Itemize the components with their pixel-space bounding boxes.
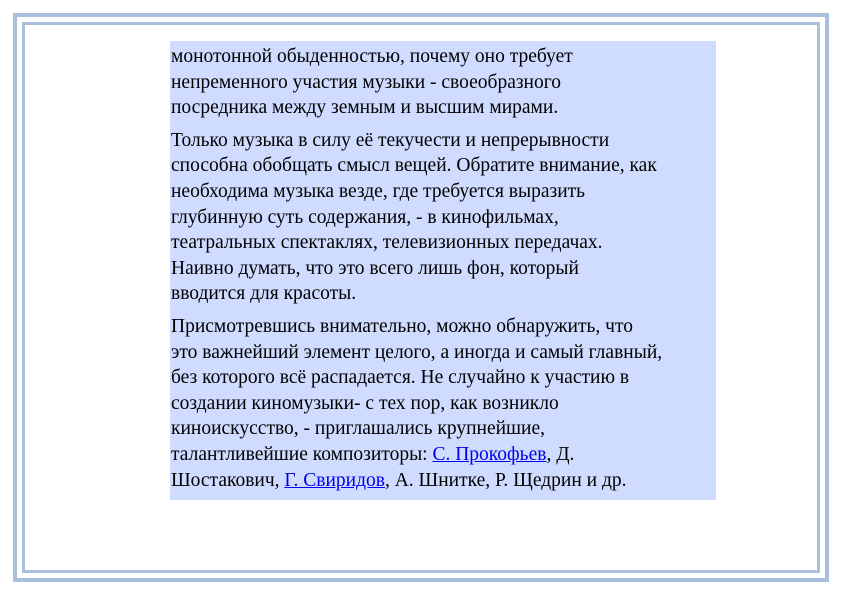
text-line: способна обобщать смысл вещей. Обратите внимание, как — [171, 155, 657, 177]
link-sviridov[interactable]: Г. Свиридов — [284, 469, 385, 491]
paragraph-3 — [171, 314, 716, 493]
text-line: без которого всё распадается. Не случайно к участию в — [171, 367, 630, 389]
text-line: Шостакович, — [171, 469, 285, 491]
text-line: посредника между земным и высшим мирами. — [171, 97, 559, 119]
text-line: Присмотревшись внимательно, можно обнаружить, что — [171, 315, 633, 337]
text-line: Наивно думать, что это всего лишь фон, который — [171, 257, 579, 279]
text-line: киноискусство, - приглашались крупнейшие, — [171, 418, 546, 440]
text-line: вводится для красоты. — [171, 283, 357, 305]
paragraph-2 — [171, 128, 716, 307]
paragraph-1 — [171, 44, 716, 121]
text-line: это важнейший элемент целого, а иногда и самый главный, — [171, 341, 663, 363]
text-line: , Д. — [546, 443, 575, 465]
text-line: необходима музыка везде, где требуется выразить — [171, 180, 586, 202]
text-line: Только музыка в силу её текучести и непрерывности — [171, 129, 610, 151]
text-line: , А. Шнитке, Р. Щедрин и др. — [384, 469, 627, 491]
text-line: непременного участия музыки - своеобразного — [171, 71, 561, 93]
text-line: монотонной обыденностью, почему оно требует — [171, 46, 573, 67]
text-line: создании киномузыки- с тех пор, как возникло — [171, 392, 559, 414]
text-block — [170, 41, 716, 500]
text-line: глубинную суть содержания, - в кинофильмах, — [171, 206, 559, 228]
text-line: театральных спектаклях, телевизионных передачах. — [171, 232, 603, 254]
link-prokofiev[interactable]: С. Прокофьев — [432, 443, 547, 465]
text-line: талантливейшие композиторы: — [171, 443, 433, 465]
